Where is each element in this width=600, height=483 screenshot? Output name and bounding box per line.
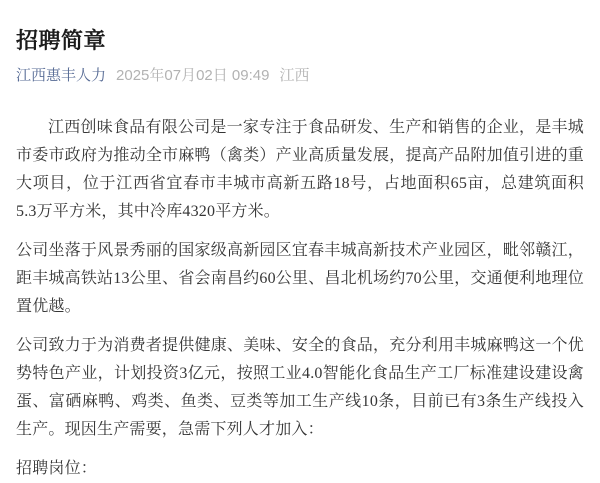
- byline: [16, 67, 584, 85]
- publish-date: 2025年07月02日 09:49: [116, 66, 270, 84]
- article-body: [16, 114, 584, 483]
- article-title: 招聘简章: [16, 28, 107, 53]
- publish-location: 江西: [279, 66, 310, 84]
- account-name-link[interactable]: 江西惠丰人力: [16, 66, 107, 84]
- body-paragraph: 公司致力于为消费者提供健康、美味、安全的食品，充分利用丰城麻鸭这一个优势特色产业，计划投资3亿元，按照工业4.0智能化食品生产工厂标准建设建设禽蛋、富硒麻鸭、鸡类、鱼类、豆类等加工生产线10条，目前已有3条生产线投入生产。现因生产需要，急需下列人才加入：: [16, 336, 584, 438]
- body-paragraph: 公司坐落于风景秀丽的国家级高新园区宜春丰城高新技术产业园区，毗邻赣江，距丰城高铁站13公里、省会南昌约60公里、昌北机场约70公里，交通便利地理位置优越。: [16, 241, 584, 315]
- body-paragraph: 招聘岗位：: [16, 459, 98, 477]
- body-paragraph: 江西创味食品有限公司是一家专注于食品研发、生产和销售的企业，是丰城市委市政府为推动全市麻鸭（禽类）产业高质量发展，提高产品附加值引进的重大项目，位于江西省宜春市丰城市高新五路18号，占地面积65亩，总建筑面积5.3万平方米，其中冷库4320平方米。: [16, 118, 584, 220]
